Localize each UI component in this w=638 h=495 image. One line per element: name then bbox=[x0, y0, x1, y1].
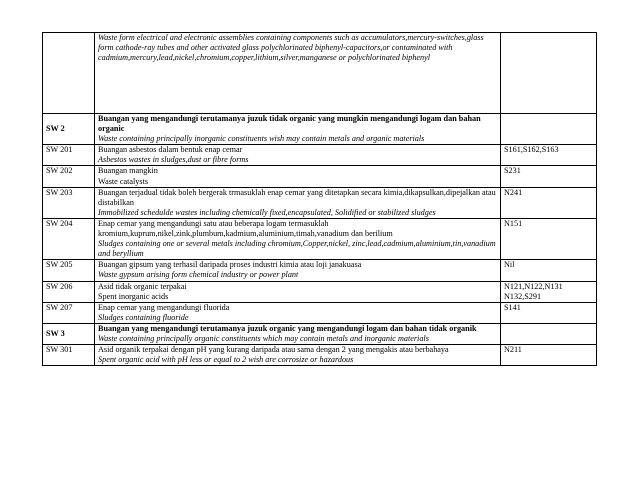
code-cell: SW 205 bbox=[43, 260, 95, 281]
english-description: Waste catalysts bbox=[98, 176, 149, 186]
malay-description: Buangan asbestos dalam bentuk enap cemar bbox=[98, 145, 243, 155]
english-description: Sludges containing one or several metals including chromium,Copper,nickel, zinc,lead,cadmium,aluminium,tin,vanadium and beryllium bbox=[98, 239, 496, 259]
table-row bbox=[43, 302, 597, 323]
waste-code-cell: S141 bbox=[501, 302, 597, 323]
description-cell bbox=[95, 114, 501, 145]
description-cell bbox=[95, 218, 501, 259]
description-cell bbox=[95, 323, 501, 344]
description-cell bbox=[95, 345, 501, 366]
waste-code-cell: N151 bbox=[501, 218, 597, 259]
malay-description: Asid organik terpakai dengan pH yang kurang daripada atau sama dengan 2 yang mengakis atau berbahaya bbox=[98, 345, 449, 355]
table-row bbox=[43, 218, 597, 259]
description-cell bbox=[95, 281, 501, 302]
english-description: Waste gypsum arising form chemical industry or power plant bbox=[98, 270, 299, 280]
malay-description: Asid tidak organic terpakai bbox=[98, 281, 187, 291]
code-cell: SW 301 bbox=[43, 345, 95, 366]
english-description: Sludges containing fluoride bbox=[98, 312, 189, 322]
code-cell: SW 203 bbox=[43, 187, 95, 218]
code-cell: SW 207 bbox=[43, 302, 95, 323]
malay-description: Buangan yang mengandungi terutamanya juzuk organic yang mengandungi logam dan bahan tidak organik bbox=[98, 323, 477, 333]
table-row bbox=[43, 345, 597, 366]
description-cell bbox=[95, 260, 501, 281]
english-description: Spent organic acid with pH less or equal to 2 wish are corrosize or hazardous bbox=[98, 355, 354, 365]
code-cell: SW 204 bbox=[43, 218, 95, 259]
code-cell: SW 201 bbox=[43, 145, 95, 166]
waste-code-cell bbox=[501, 323, 597, 344]
table-row bbox=[43, 323, 597, 344]
description-cell bbox=[95, 145, 501, 166]
description-cell bbox=[95, 166, 501, 187]
waste-code-cell: Nil bbox=[501, 260, 597, 281]
malay-description: Buangan terjadual tidak boleh bergerak trmasuklah enap cemar yang ditetapkan secara kimia,dikapsulkan,dipejalkan atau distabilkan bbox=[98, 187, 496, 207]
malay-description: Buangan yang mengandungi terutamanya juzuk tidak organic yang mungkin mengandungi logam dan bahan organic bbox=[98, 114, 481, 134]
english-description: Asbestos wastes in sludges,dust or fibre forms bbox=[98, 155, 249, 165]
english-description: Waste containing principally organic constituents which may contain metals and inorganic materials bbox=[98, 333, 429, 343]
waste-code-cell: S231 bbox=[501, 166, 597, 187]
table-row-intro bbox=[43, 33, 597, 114]
english-description: Waste form electrical and electronic assemblies containing components such as accumulators,mercury-switches,glass form cathode-ray tubes and other activated glass polychlorinated biphenyl-capacitors,or contaminated with cadmium,mercury,lead,nickel,chromium,copper,lithium,silver,manganese or polychlorinated biphenyl bbox=[98, 33, 484, 63]
waste-code-cell: S161,S162,S163 bbox=[501, 145, 597, 166]
malay-description: Buangan gipsum yang terhasil daripada proses industri kimia atau loji janakuasa bbox=[98, 260, 362, 270]
waste-code-cell: N121,N122,N131 N132,S291 bbox=[501, 281, 597, 302]
description-cell bbox=[95, 33, 501, 114]
english-description: Immobilized schedulde wastes including chemically fixed,encapsulated, Solidified or stabilized sludges bbox=[98, 207, 436, 217]
description-cell bbox=[95, 302, 501, 323]
waste-code-cell: N241 bbox=[501, 187, 597, 218]
code-cell: SW 3 bbox=[43, 323, 95, 344]
scheduled-wastes-table bbox=[42, 32, 597, 366]
table-row bbox=[43, 166, 597, 187]
waste-code-cell: N211 bbox=[501, 345, 597, 366]
code-cell: SW 2 bbox=[43, 114, 95, 145]
table-row bbox=[43, 260, 597, 281]
waste-code-cell bbox=[501, 114, 597, 145]
code-cell bbox=[43, 33, 95, 114]
malay-description: Enap cemar yang mengandungi fluorida bbox=[98, 302, 230, 312]
table-row bbox=[43, 145, 597, 166]
table-row bbox=[43, 187, 597, 218]
code-cell: SW 202 bbox=[43, 166, 95, 187]
waste-code-cell bbox=[501, 33, 597, 114]
malay-description: Enap cemar yang mengandungi satu atau beberapa logam termasuklah kromium,kuprum,nikel,zink,plumbum,kadmium,aluminium,timah,vanadium dan berilium bbox=[98, 218, 393, 239]
table-row bbox=[43, 114, 597, 145]
code-cell: SW 206 bbox=[43, 281, 95, 302]
description-cell bbox=[95, 187, 501, 218]
english-description: Waste containing principally inorganic constituents wish may contain metals and organic materials bbox=[98, 134, 425, 144]
table-row bbox=[43, 281, 597, 302]
malay-description: Buangan mangkin bbox=[98, 166, 158, 176]
english-description: Spent inorganic acids bbox=[98, 291, 169, 301]
